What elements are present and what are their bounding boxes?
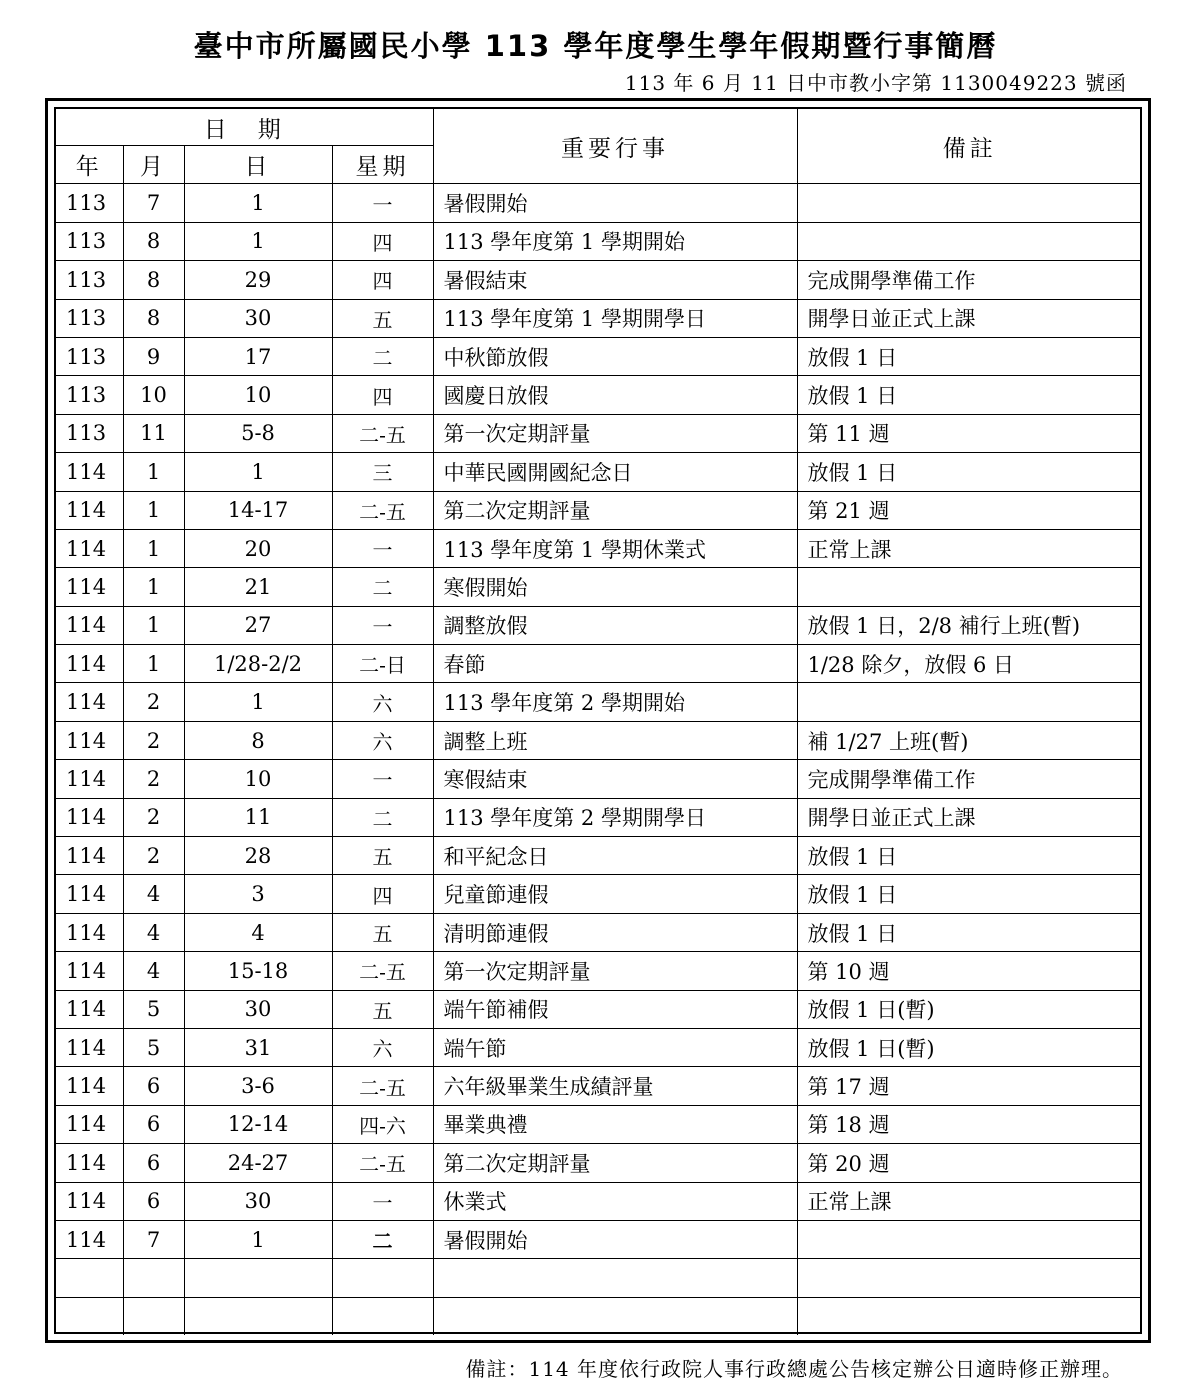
calendar-table-frame	[45, 98, 1151, 1343]
remark-cell	[797, 683, 1142, 721]
table-row	[56, 414, 1142, 452]
weekday-cell: 二	[332, 1220, 433, 1258]
table-row	[56, 990, 1142, 1028]
table-row	[56, 913, 1142, 951]
day-header: 日	[184, 146, 332, 184]
day-cell: 27	[184, 606, 332, 644]
month-cell	[123, 1297, 184, 1335]
year-cell: 114	[56, 721, 123, 759]
footer-note: 備註：114 年度依行政院人事行政總處公告核定辦公日適時修正辦理。	[465, 1357, 1123, 1381]
table-row	[56, 568, 1142, 606]
remark-cell: 正常上課	[797, 529, 1142, 567]
day-cell: 30	[184, 299, 332, 337]
table-row	[56, 453, 1142, 491]
table-row	[56, 1297, 1142, 1335]
event-cell: 調整上班	[433, 721, 797, 759]
weekday-cell: 二-五	[332, 1067, 433, 1105]
day-cell: 30	[184, 990, 332, 1028]
remark-header: 備註	[797, 109, 1142, 184]
remark-cell: 第 17 週	[797, 1067, 1142, 1105]
table-row	[56, 1259, 1142, 1297]
remark-cell: 放假 1 日(暫)	[797, 990, 1142, 1028]
remark-cell: 完成開學準備工作	[797, 261, 1142, 299]
event-cell: 春節	[433, 645, 797, 683]
event-cell: 中秋節放假	[433, 337, 797, 375]
day-cell: 1	[184, 683, 332, 721]
event-cell: 六年級畢業生成績評量	[433, 1067, 797, 1105]
weekday-cell: 四	[332, 376, 433, 414]
weekday-cell: 一	[332, 606, 433, 644]
event-header: 重要行事	[433, 109, 797, 184]
day-cell: 21	[184, 568, 332, 606]
weekday-cell	[332, 1297, 433, 1335]
month-cell: 1	[123, 606, 184, 644]
day-cell: 10	[184, 760, 332, 798]
remark-cell: 完成開學準備工作	[797, 760, 1142, 798]
year-cell: 114	[56, 837, 123, 875]
weekday-cell: 六	[332, 683, 433, 721]
event-cell: 第二次定期評量	[433, 491, 797, 529]
table-row	[56, 606, 1142, 644]
month-cell: 6	[123, 1182, 184, 1220]
day-cell: 8	[184, 721, 332, 759]
year-cell: 113	[56, 184, 123, 222]
weekday-cell: 四	[332, 261, 433, 299]
day-cell: 3	[184, 875, 332, 913]
weekday-cell: 二-五	[332, 491, 433, 529]
table-row	[56, 1105, 1142, 1143]
table-row	[56, 798, 1142, 836]
weekday-header: 星期	[332, 146, 433, 184]
day-cell: 24-27	[184, 1144, 332, 1182]
date-group-header: 日 期	[56, 109, 433, 146]
day-cell	[184, 1259, 332, 1297]
weekday-cell: 一	[332, 1182, 433, 1220]
table-row	[56, 376, 1142, 414]
event-cell	[433, 1259, 797, 1297]
weekday-cell: 六	[332, 1028, 433, 1066]
weekday-cell: 一	[332, 529, 433, 567]
table-row	[56, 299, 1142, 337]
event-cell: 調整放假	[433, 606, 797, 644]
day-cell: 30	[184, 1182, 332, 1220]
weekday-cell: 二	[332, 798, 433, 836]
weekday-cell: 二	[332, 568, 433, 606]
year-cell: 114	[56, 529, 123, 567]
year-cell: 114	[56, 990, 123, 1028]
day-cell: 15-18	[184, 952, 332, 990]
table-row	[56, 337, 1142, 375]
remark-cell	[797, 1259, 1142, 1297]
year-header: 年	[56, 146, 123, 184]
calendar-table	[56, 109, 1142, 1335]
event-cell: 寒假結束	[433, 760, 797, 798]
day-cell: 12-14	[184, 1105, 332, 1143]
table-row	[56, 184, 1142, 222]
weekday-cell: 三	[332, 453, 433, 491]
weekday-cell: 二-日	[332, 645, 433, 683]
year-cell: 114	[56, 798, 123, 836]
month-header: 月	[123, 146, 184, 184]
document-reference: 113 年 6 月 11 日中市教小字第 1130049223 號函	[624, 71, 1127, 95]
remark-cell: 第 10 週	[797, 952, 1142, 990]
event-cell: 寒假開始	[433, 568, 797, 606]
month-cell: 1	[123, 491, 184, 529]
event-cell: 兒童節連假	[433, 875, 797, 913]
month-cell: 10	[123, 376, 184, 414]
month-cell: 2	[123, 760, 184, 798]
year-cell: 114	[56, 1028, 123, 1066]
day-cell: 11	[184, 798, 332, 836]
event-cell: 113 學年度第 2 學期開始	[433, 683, 797, 721]
year-cell: 114	[56, 913, 123, 951]
year-cell: 114	[56, 1182, 123, 1220]
month-cell: 6	[123, 1105, 184, 1143]
remark-cell: 開學日並正式上課	[797, 798, 1142, 836]
remark-cell: 第 11 週	[797, 414, 1142, 452]
table-row	[56, 1144, 1142, 1182]
table-row	[56, 491, 1142, 529]
month-cell: 1	[123, 453, 184, 491]
table-row	[56, 222, 1142, 260]
table-row	[56, 837, 1142, 875]
month-cell: 5	[123, 990, 184, 1028]
month-cell: 7	[123, 1220, 184, 1258]
remark-cell: 第 21 週	[797, 491, 1142, 529]
year-cell: 114	[56, 1105, 123, 1143]
event-cell	[433, 1297, 797, 1335]
weekday-cell: 二-五	[332, 952, 433, 990]
table-row	[56, 1067, 1142, 1105]
year-cell: 113	[56, 376, 123, 414]
event-cell: 和平紀念日	[433, 837, 797, 875]
remark-cell	[797, 222, 1142, 260]
remark-cell	[797, 568, 1142, 606]
table-row	[56, 1028, 1142, 1066]
event-cell: 113 學年度第 1 學期開始	[433, 222, 797, 260]
event-cell: 暑假開始	[433, 184, 797, 222]
year-cell: 114	[56, 1220, 123, 1258]
event-cell: 中華民國開國紀念日	[433, 453, 797, 491]
weekday-cell: 四	[332, 222, 433, 260]
weekday-cell: 五	[332, 990, 433, 1028]
year-cell: 114	[56, 1067, 123, 1105]
month-cell: 6	[123, 1144, 184, 1182]
event-cell: 畢業典禮	[433, 1105, 797, 1143]
remark-cell: 放假 1 日	[797, 453, 1142, 491]
table-row	[56, 261, 1142, 299]
year-cell: 114	[56, 606, 123, 644]
remark-cell: 第 18 週	[797, 1105, 1142, 1143]
event-cell: 113 學年度第 1 學期開學日	[433, 299, 797, 337]
year-cell: 113	[56, 261, 123, 299]
weekday-cell: 五	[332, 837, 433, 875]
month-cell: 1	[123, 568, 184, 606]
year-cell: 114	[56, 568, 123, 606]
year-cell: 113	[56, 337, 123, 375]
weekday-cell: 二-五	[332, 1144, 433, 1182]
remark-cell: 補 1/27 上班(暫)	[797, 721, 1142, 759]
remark-cell: 開學日並正式上課	[797, 299, 1142, 337]
event-cell: 113 學年度第 1 學期休業式	[433, 529, 797, 567]
weekday-cell: 六	[332, 721, 433, 759]
month-cell: 9	[123, 337, 184, 375]
document-title: 臺中市所屬國民小學 113 學年度學生學年假期暨行事簡曆	[193, 29, 998, 63]
day-cell: 28	[184, 837, 332, 875]
day-cell: 1/28-2/2	[184, 645, 332, 683]
day-cell: 3-6	[184, 1067, 332, 1105]
day-cell: 5-8	[184, 414, 332, 452]
table-row	[56, 529, 1142, 567]
day-cell: 29	[184, 261, 332, 299]
table-row	[56, 1220, 1142, 1258]
table-row	[56, 683, 1142, 721]
weekday-cell: 一	[332, 184, 433, 222]
day-cell: 1	[184, 184, 332, 222]
day-cell: 10	[184, 376, 332, 414]
remark-cell: 放假 1 日，2/8 補行上班(暫)	[797, 606, 1142, 644]
event-cell: 暑假結束	[433, 261, 797, 299]
remark-cell	[797, 184, 1142, 222]
year-cell: 114	[56, 952, 123, 990]
table-row	[56, 721, 1142, 759]
month-cell: 2	[123, 798, 184, 836]
year-cell: 114	[56, 683, 123, 721]
day-cell: 1	[184, 1220, 332, 1258]
event-cell: 第二次定期評量	[433, 1144, 797, 1182]
year-cell: 113	[56, 414, 123, 452]
month-cell: 2	[123, 837, 184, 875]
remark-cell: 放假 1 日	[797, 875, 1142, 913]
weekday-cell: 四-六	[332, 1105, 433, 1143]
weekday-cell: 一	[332, 760, 433, 798]
year-cell: 114	[56, 491, 123, 529]
weekday-cell: 五	[332, 299, 433, 337]
remark-cell: 1/28 除夕，放假 6 日	[797, 645, 1142, 683]
remark-cell: 放假 1 日	[797, 376, 1142, 414]
day-cell: 31	[184, 1028, 332, 1066]
month-cell: 4	[123, 952, 184, 990]
month-cell: 4	[123, 913, 184, 951]
month-cell	[123, 1259, 184, 1297]
weekday-cell: 二-五	[332, 414, 433, 452]
year-cell: 114	[56, 453, 123, 491]
day-cell: 20	[184, 529, 332, 567]
remark-cell: 第 20 週	[797, 1144, 1142, 1182]
month-cell: 1	[123, 529, 184, 567]
event-cell: 暑假開始	[433, 1220, 797, 1258]
remark-cell	[797, 1297, 1142, 1335]
year-cell: 114	[56, 1144, 123, 1182]
remark-cell: 放假 1 日(暫)	[797, 1028, 1142, 1066]
event-cell: 第一次定期評量	[433, 952, 797, 990]
event-cell: 端午節	[433, 1028, 797, 1066]
remark-cell: 正常上課	[797, 1182, 1142, 1220]
event-cell: 清明節連假	[433, 913, 797, 951]
table-row	[56, 645, 1142, 683]
year-cell	[56, 1297, 123, 1335]
remark-cell: 放假 1 日	[797, 837, 1142, 875]
month-cell: 8	[123, 299, 184, 337]
event-cell: 113 學年度第 2 學期開學日	[433, 798, 797, 836]
year-cell: 113	[56, 299, 123, 337]
table-row	[56, 760, 1142, 798]
day-cell: 4	[184, 913, 332, 951]
table-row	[56, 1182, 1142, 1220]
weekday-cell	[332, 1259, 433, 1297]
event-cell: 端午節補假	[433, 990, 797, 1028]
day-cell: 14-17	[184, 491, 332, 529]
weekday-cell: 二	[332, 337, 433, 375]
month-cell: 8	[123, 261, 184, 299]
month-cell: 2	[123, 721, 184, 759]
day-cell	[184, 1297, 332, 1335]
remark-cell	[797, 1220, 1142, 1258]
year-cell: 113	[56, 222, 123, 260]
table-row	[56, 875, 1142, 913]
event-cell: 國慶日放假	[433, 376, 797, 414]
month-cell: 11	[123, 414, 184, 452]
day-cell: 1	[184, 222, 332, 260]
weekday-cell: 五	[332, 913, 433, 951]
month-cell: 1	[123, 645, 184, 683]
month-cell: 5	[123, 1028, 184, 1066]
event-cell: 第一次定期評量	[433, 414, 797, 452]
year-cell: 114	[56, 645, 123, 683]
month-cell: 8	[123, 222, 184, 260]
month-cell: 7	[123, 184, 184, 222]
month-cell: 2	[123, 683, 184, 721]
month-cell: 6	[123, 1067, 184, 1105]
weekday-cell: 四	[332, 875, 433, 913]
calendar-table-inner	[54, 107, 1142, 1334]
event-cell: 休業式	[433, 1182, 797, 1220]
day-cell: 17	[184, 337, 332, 375]
day-cell: 1	[184, 453, 332, 491]
remark-cell: 放假 1 日	[797, 913, 1142, 951]
month-cell: 4	[123, 875, 184, 913]
remark-cell: 放假 1 日	[797, 337, 1142, 375]
year-cell: 114	[56, 760, 123, 798]
year-cell	[56, 1259, 123, 1297]
year-cell: 114	[56, 875, 123, 913]
table-row	[56, 952, 1142, 990]
